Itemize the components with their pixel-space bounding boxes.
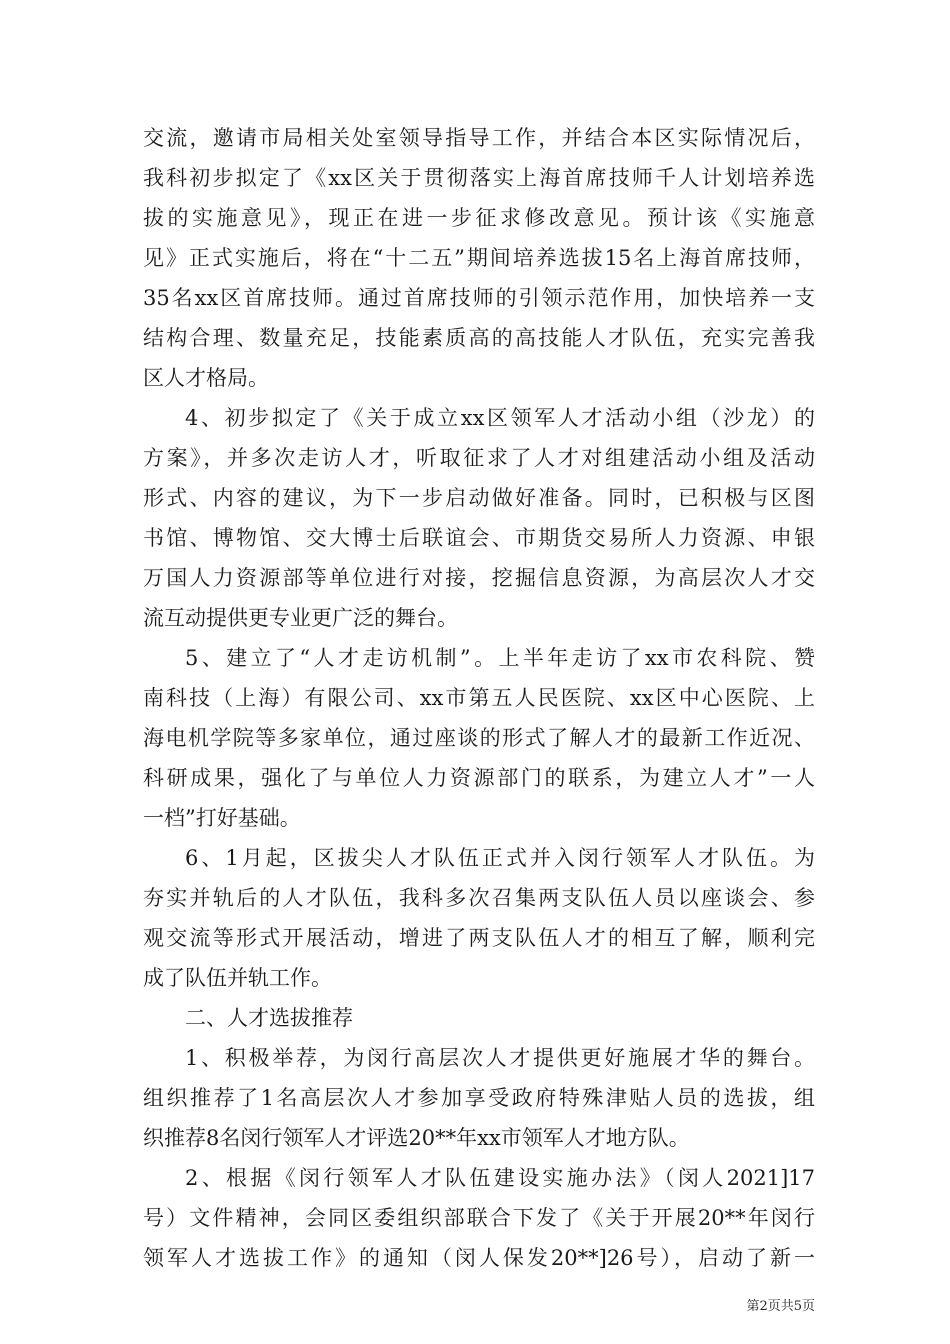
page-number: 第2页共5页 (746, 1299, 815, 1314)
text-line: 万国人力资源部等单位进行对接，挖掘信息资源，为高层次人才交 (143, 566, 815, 590)
section-heading: 二、人才选拔推荐 (185, 1006, 353, 1030)
text-line: 书馆、博物馆、交大博士后联谊会、市期货交易所人力资源、申银 (143, 526, 815, 550)
paragraph-first-line: 4、初步拟定了《关于成立xx区领军人才活动小组（沙龙）的 (185, 406, 815, 430)
text-line: 见》正式实施后，将在“十二五”期间培养选拔15名上海首席技师， (143, 246, 815, 270)
text-line: 科研成果，强化了与单位人力资源部门的联系，为建立人才”一人 (143, 766, 815, 790)
text-line: 结构合理、数量充足，技能素质高的高技能人才队伍，充实完善我 (143, 326, 815, 350)
text-line: 观交流等形式开展活动，增进了两支队伍人才的相互了解，顺利完 (143, 926, 815, 950)
text-line: 35名xx区首席技师。通过首席技师的引领示范作用，加快培养一支 (143, 286, 815, 310)
text-line: 夯实并轨后的人才队伍，我科多次召集两支队伍人员以座谈会、参 (143, 886, 815, 910)
text-line: 南科技（上海）有限公司、xx市第五人民医院、xx区中心医院、上 (143, 686, 815, 710)
text-line: 形式、内容的建议，为下一步启动做好准备。同时，已积极与区图 (143, 486, 815, 510)
text-line: 海电机学院等多家单位，通过座谈的形式了解人才的最新工作近况、 (143, 726, 815, 750)
text-line: 组织推荐了1名高层次人才参加享受政府特殊津贴人员的选拔，组 (143, 1086, 815, 1110)
paragraph-first-line: 6、1月起，区拔尖人才队伍正式并入闵行领军人才队伍。为 (185, 846, 815, 870)
text-line: 号）文件精神，会同区委组织部联合下发了《关于开展20**年闵行 (143, 1206, 815, 1230)
paragraph-first-line: 1、积极举荐，为闵行高层次人才提供更好施展才华的舞台。 (185, 1046, 815, 1070)
text-line: 织推荐8名闵行领军人才评选20**年xx市领军人才地方队。 (143, 1126, 690, 1150)
text-line: 流互动提供更专业更广泛的舞台。 (143, 606, 458, 630)
text-line: 成了队伍并轨工作。 (143, 966, 332, 990)
paragraph-first-line: 5、建立了“人才走访机制”。上半年走访了xx市农科院、赞 (185, 646, 815, 670)
text-line: 拔的实施意见》，现正在进一步征求修改意见。预计该《实施意 (143, 206, 815, 230)
text-line: 区人才格局。 (143, 366, 269, 390)
text-line: 领军人才选拔工作》的通知（闵人保发20**]26号），启动了新一 (143, 1246, 815, 1270)
text-line: 方案》，并多次走访人才，听取征求了人才对组建活动小组及活动 (143, 446, 815, 470)
paragraph-first-line: 2、根据《闵行领军人才队伍建设实施办法》（闵人2021]17 (185, 1166, 815, 1190)
body-text (143, 118, 815, 1278)
text-line: 我科初步拟定了《xx区关于贯彻落实上海首席技师千人计划培养选 (143, 166, 815, 190)
text-line: 交流，邀请市局相关处室领导指导工作，并结合本区实际情况后， (143, 126, 815, 150)
text-line: 一档”打好基础。 (143, 806, 301, 830)
